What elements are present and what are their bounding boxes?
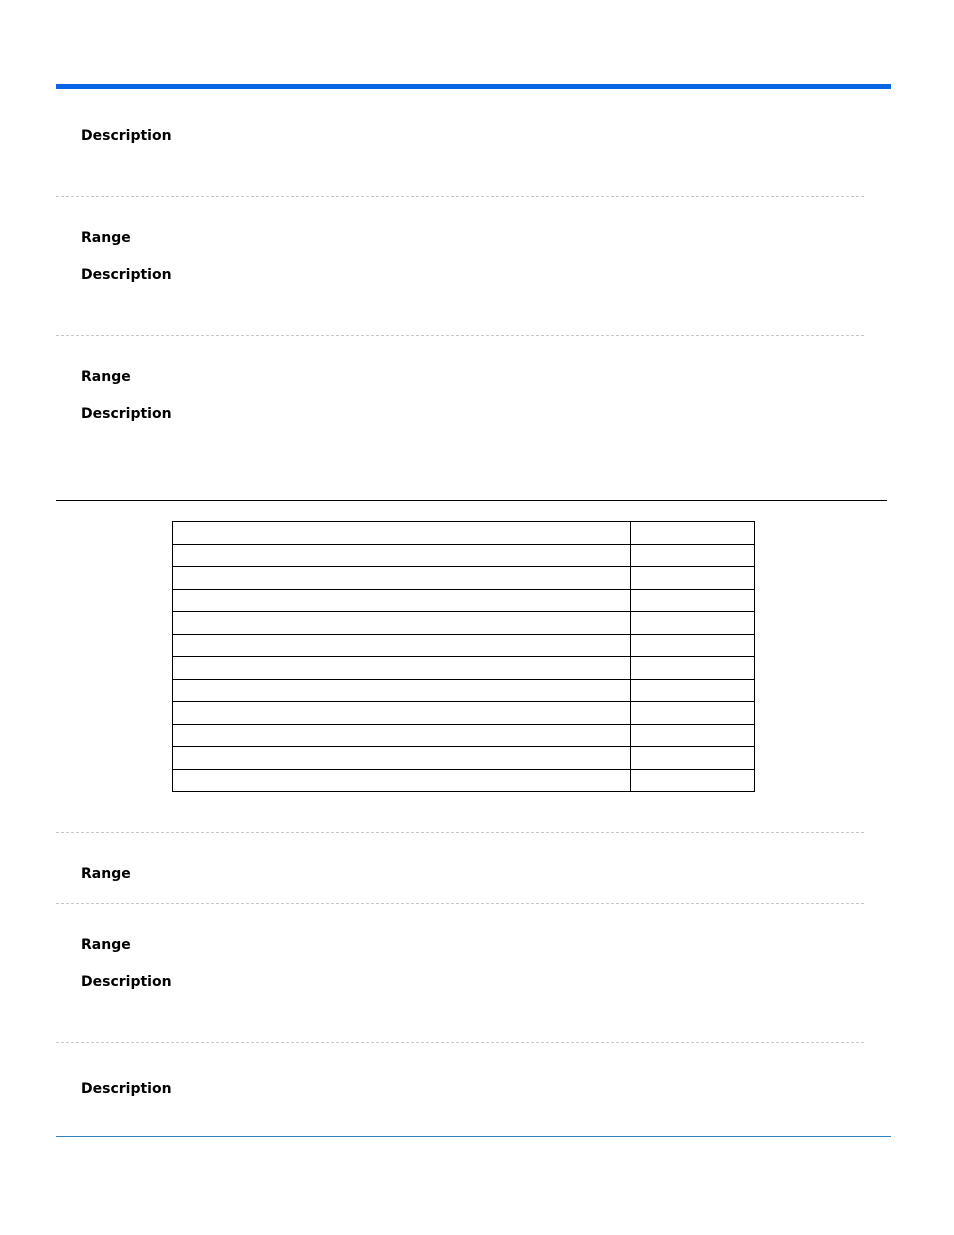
table-cell <box>173 589 631 612</box>
table-cell <box>631 544 755 567</box>
table-row <box>173 522 755 545</box>
table-top-rule <box>56 500 887 501</box>
table-row <box>173 612 755 635</box>
table-cell <box>173 612 631 635</box>
table-cell <box>173 679 631 702</box>
data-table <box>172 521 755 792</box>
table-row <box>173 544 755 567</box>
table-cell <box>173 567 631 590</box>
table-cell <box>173 522 631 545</box>
section-5-range-label: Range <box>81 937 131 953</box>
section-6-description-label: Description <box>81 1081 172 1097</box>
table-row <box>173 567 755 590</box>
table-cell <box>631 612 755 635</box>
data-table-body <box>173 522 755 792</box>
section-4-range-label: Range <box>81 866 131 882</box>
section-2-range-label: Range <box>81 230 131 246</box>
table-cell <box>173 544 631 567</box>
section-separator <box>56 1042 864 1043</box>
table-cell <box>173 657 631 680</box>
section-3-range-label: Range <box>81 369 131 385</box>
header-bar <box>56 84 891 89</box>
table-row <box>173 747 755 770</box>
table-row <box>173 724 755 747</box>
table-row <box>173 657 755 680</box>
table-row <box>173 634 755 657</box>
table-cell <box>631 679 755 702</box>
section-separator <box>56 196 864 197</box>
section-separator <box>56 832 864 833</box>
table-cell <box>631 747 755 770</box>
table-row <box>173 589 755 612</box>
table-cell <box>631 634 755 657</box>
table-row <box>173 702 755 725</box>
table-cell <box>631 567 755 590</box>
section-1-description-label: Description <box>81 128 172 144</box>
table-cell <box>173 634 631 657</box>
table-cell <box>173 724 631 747</box>
table-cell <box>631 522 755 545</box>
table-cell <box>173 702 631 725</box>
table-cell <box>631 724 755 747</box>
section-separator <box>56 903 864 904</box>
table-cell <box>631 657 755 680</box>
table-cell <box>173 769 631 792</box>
section-3-description-label: Description <box>81 406 172 422</box>
section-separator <box>56 335 864 336</box>
footer-rule <box>56 1136 891 1137</box>
table-cell <box>631 769 755 792</box>
table-cell <box>631 589 755 612</box>
section-5-description-label: Description <box>81 974 172 990</box>
table-row <box>173 679 755 702</box>
section-2-description-label: Description <box>81 267 172 283</box>
table-cell <box>631 702 755 725</box>
table-row <box>173 769 755 792</box>
table-cell <box>173 747 631 770</box>
